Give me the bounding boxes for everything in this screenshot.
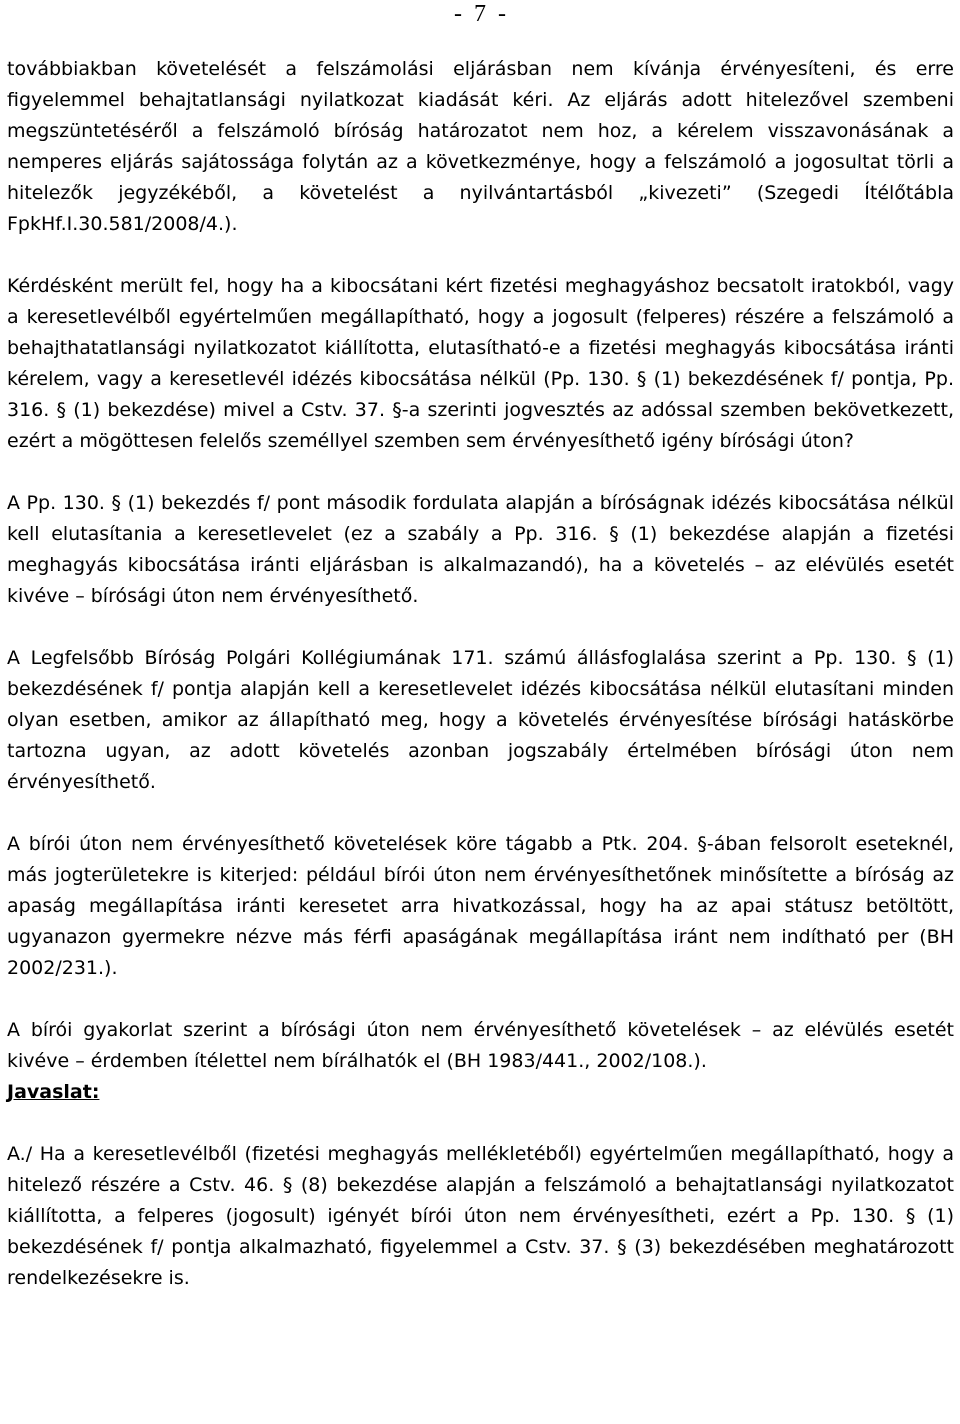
paragraph-proposal-a: A./ Ha a keresetlevélből (fizetési meghagyás mellékletéből) egyértelműen megállapítható, hogy a hitelező részére a Cstv. 46. § (8) bekezdése alapján a felszámoló a behajtatlansági nyilatkozatot kiállította, a felperes (jogosult) igényét bírói úton nem érvényesítheti, ezért a Pp. 130. § (1) bekezdésének f/ pontja alkalmazható, figyelemmel a Cstv. 37. § (3) bekezdésében meghatározott rendelkezésekre is. — [7, 1143, 954, 1289]
proposal-heading: Javaslat: — [7, 1081, 100, 1103]
paragraph-ptk-204: A bírói úton nem érvényesíthető követelések köre tágabb a Ptk. 204. §-ában felsorolt eseteknél, más jogterületekre is kiterjed: például bírói úton nem érvényesíthetőnek minősítette a bíróság az apaság megállapítása iránti keresetet arra hivatkozással, hogy ha az apai státusz betöltött, ugyanazon gyermekre nézve más férfi apaságának megállapítása iránt nem indítható per (BH 2002/231.). — [7, 833, 954, 979]
document-body — [7, 54, 954, 1294]
page-number: - 7 - — [454, 1, 506, 27]
paragraph-legfelsobb-birosag: A Legfelsőbb Bíróság Polgári Kollégiumának 171. számú állásfoglalása szerint a Pp. 130. § (1) bekezdésének f/ pontja alapján kell a keresetlevelet idézés kibocsátása nélkül elutasítani minden olyan esetben, amikor az állapítható meg, hogy a követelés érvényesítése bírósági hatáskörbe tartozna ugyan, az adott követelés azonban jogszabály értelmében bírósági úton nem érvényesíthető. — [7, 647, 954, 793]
paragraph-pp-130: A Pp. 130. § (1) bekezdés f/ pont második fordulata alapján a bíróságnak idézés kibocsátása nélkül kell elutasítania a keresetlevelet (ez a szabály a Pp. 316. § (1) bekezdése alapján a fizetési meghagyás kibocsátása iránti eljárásban is alkalmazandó), ha a követelés – az elévülés esetét kivéve – bírósági úton nem érvényesíthető. — [7, 492, 954, 607]
paragraph-intro: továbbiakban követelését a felszámolási eljárásban nem kívánja érvényesíteni, és erre figyelemmel behajtatlansági nyilatkozat kiadását kéri. Az eljárás adott hitelezővel szembeni megszüntetéséről a felszámoló bíróság határozatot nem hoz, a kérelem visszavonásának a nemperes eljárás sajátossága folytán az a következménye, hogy a felszámoló a jogosultat törli a hitelezők jegyzékéből, a követelést a nyilvántartásból „kivezeti” (Szegedi Ítélőtábla FpkHf.I.30.581/2008/4.). — [7, 58, 954, 235]
paragraph-question: Kérdésként merült fel, hogy ha a kibocsátani kért fizetési meghagyáshoz becsatolt iratokból, vagy a keresetlevélből egyértelműen megállapítható, hogy a jogosult (felperes) részére a felszámoló a behajthatatlansági nyilatkozatot kiállította, elutasítható-e a fizetési meghagyás kibocsátása iránti kérelem, vagy a keresetlevél idézés kibocsátása nélkül (Pp. 130. § (1) bekezdésének f/ pontja, Pp. 316. § (1) bekezdése) mivel a Cstv. 37. §-a szerinti jogvesztés az adóssal szemben bekövetkezett, ezért a mögöttesen felelős személlyel szemben sem érvényesíthető igény bírósági úton? — [7, 275, 954, 452]
paragraph-birói-gyakorlat: A bírói gyakorlat szerint a bírósági úton nem érvényesíthető követelések – az elévülés esetét kivéve – érdemben ítélettel nem bírálhatók el (BH 1983/441., 2002/108.). — [7, 1019, 954, 1072]
